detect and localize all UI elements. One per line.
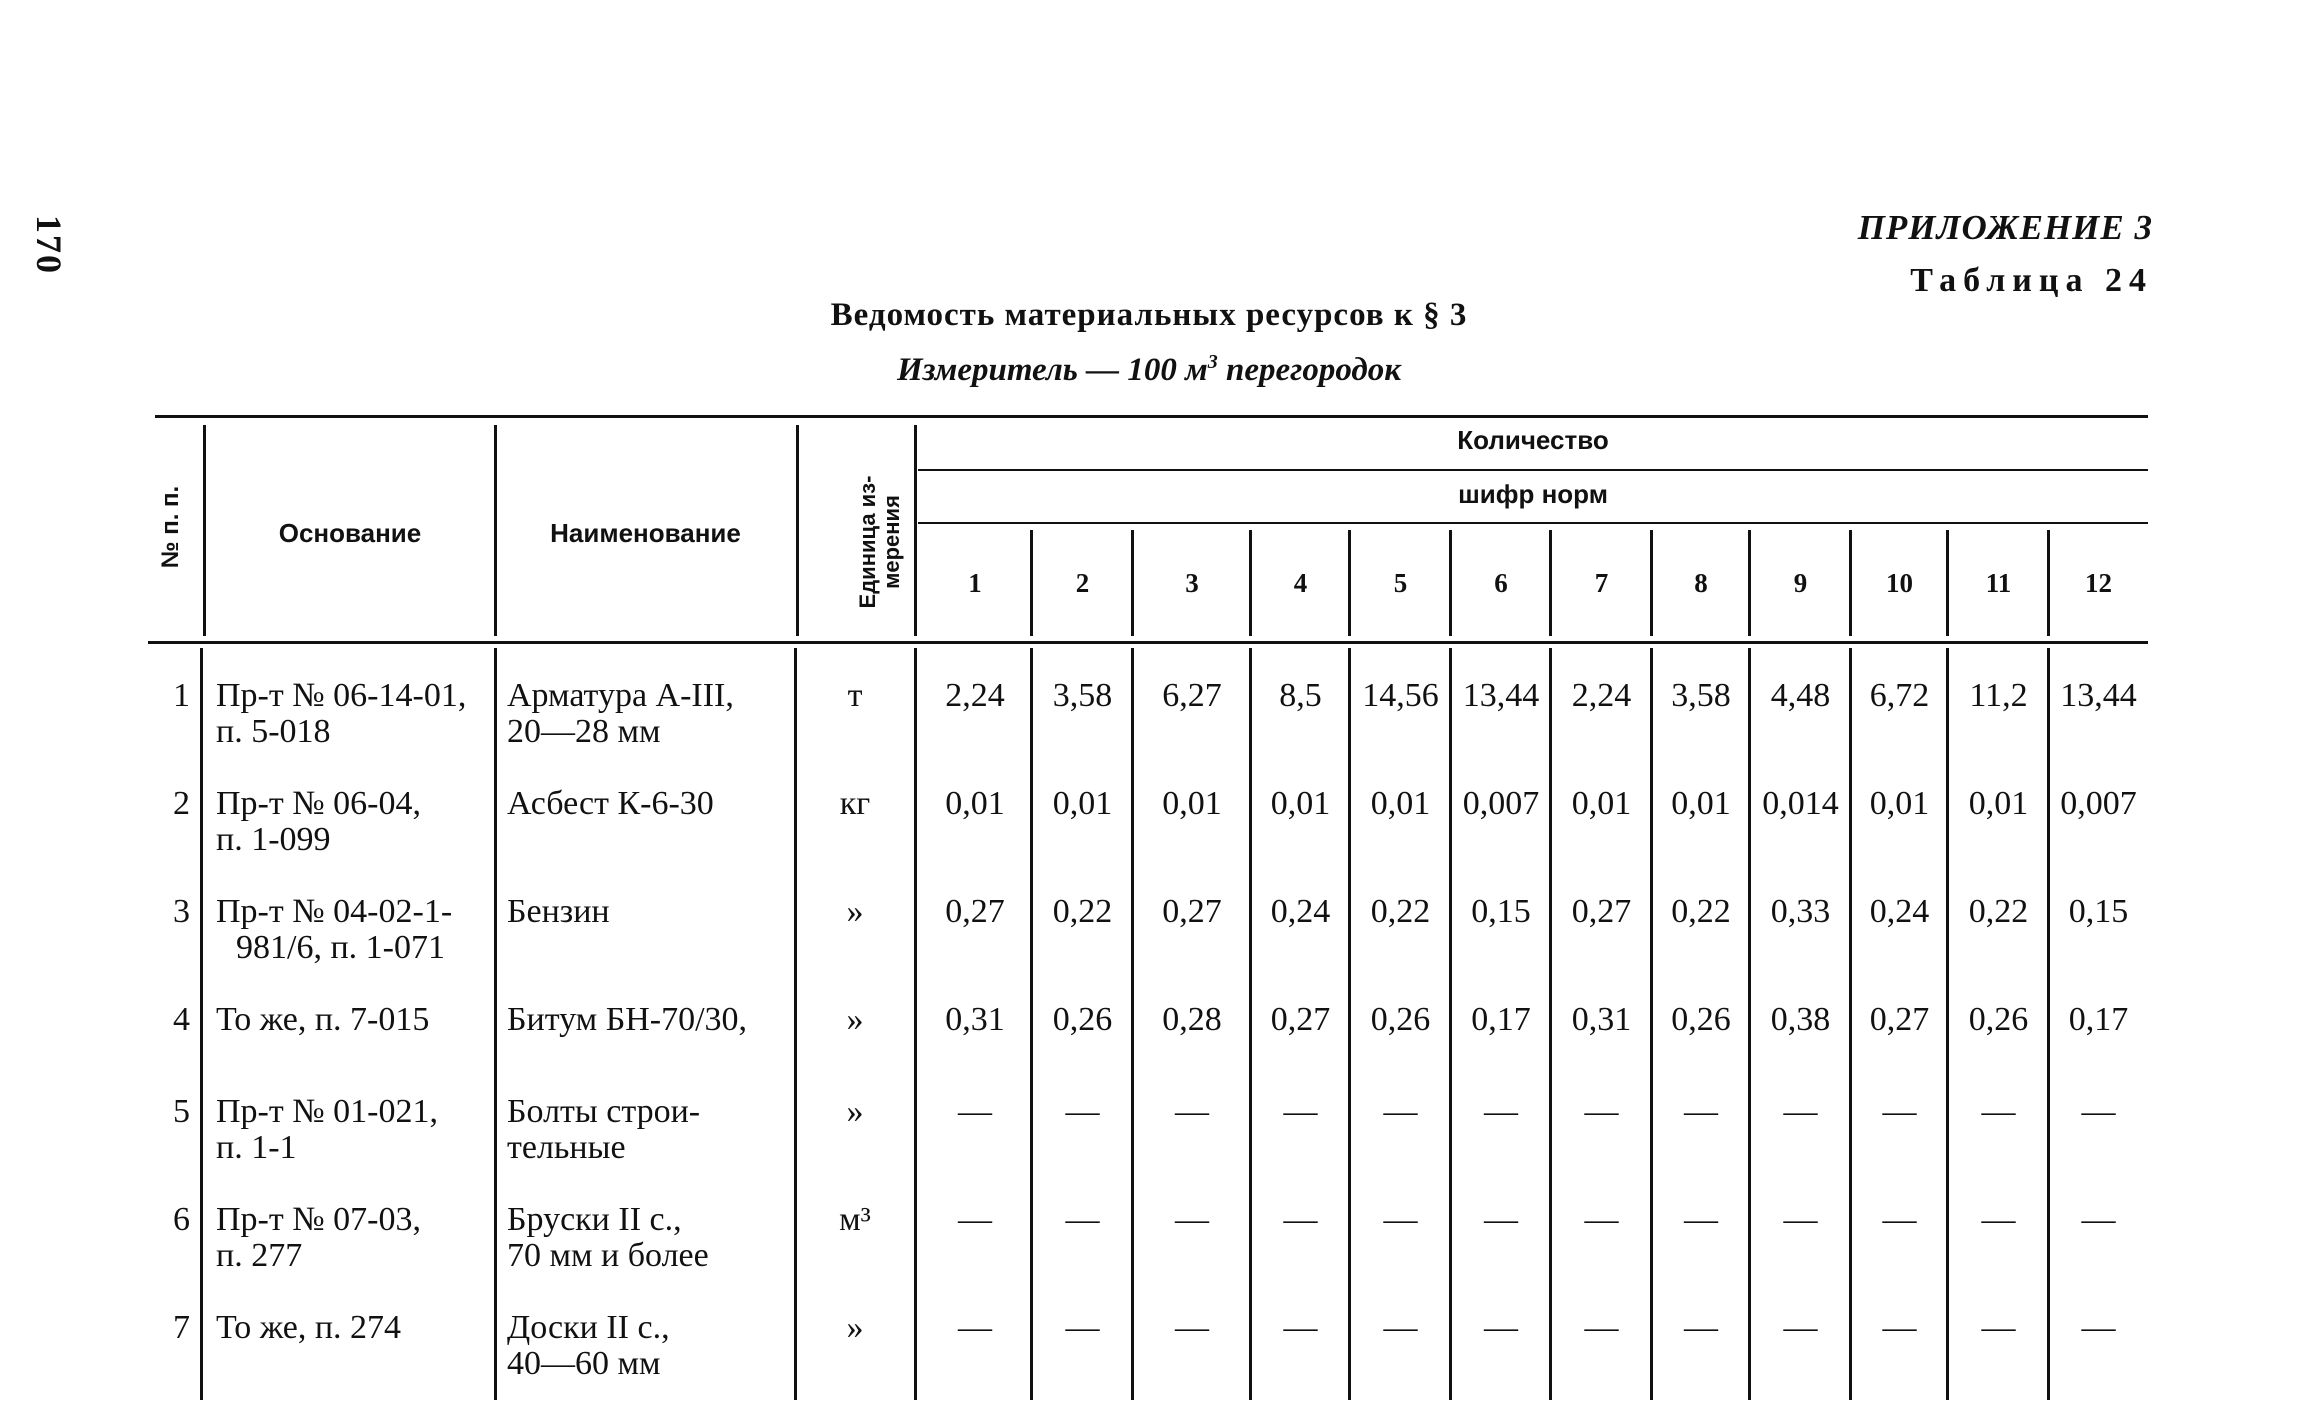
quantity-value: 0,28 bbox=[1162, 1001, 1222, 1038]
name-line-1: Асбест К-6-30 bbox=[507, 785, 714, 822]
quantity-value: 0,24 bbox=[1869, 893, 1930, 930]
quantity-value: 3,58 bbox=[1671, 677, 1731, 714]
basis-line-2: 981/6, п. 1-071 bbox=[236, 929, 445, 966]
basis-line-2: п. 1-1 bbox=[216, 1129, 297, 1166]
quantity-value: — bbox=[1283, 1309, 1318, 1346]
unit: м³ bbox=[839, 1201, 871, 1238]
basis-line-2: п. 1-099 bbox=[216, 821, 331, 858]
quantity-value: 0,01 bbox=[1571, 785, 1632, 822]
name-line-1: Арматура А-III, bbox=[507, 677, 734, 714]
quantity-value: 6,27 bbox=[1162, 677, 1222, 714]
quantity-value: 0,22 bbox=[1052, 893, 1113, 930]
quantity-value: — bbox=[1882, 1309, 1917, 1346]
quantity-value: 0,01 bbox=[1052, 785, 1113, 822]
basis-line-1: Пр-т № 04-02-1- bbox=[216, 893, 453, 930]
quantity-value: 0,26 bbox=[1370, 1001, 1431, 1038]
norm-code-header: шифр норм bbox=[1458, 479, 1608, 509]
quantity-value: 0,38 bbox=[1770, 1001, 1831, 1038]
quantity-value: 0,31 bbox=[1571, 1001, 1632, 1038]
quantity-value: — bbox=[958, 1093, 992, 1130]
header-divider bbox=[914, 425, 917, 636]
quantity-value: 0,22 bbox=[1370, 893, 1431, 930]
quantity-value: 4,48 bbox=[1770, 677, 1831, 714]
quantity-value: — bbox=[1981, 1093, 2016, 1130]
quantity-value: — bbox=[1783, 1201, 1818, 1238]
basis-line-1: Пр-т № 01-021, bbox=[216, 1093, 438, 1130]
column-number: 9 bbox=[1793, 568, 1808, 598]
quantity-value: — bbox=[1882, 1093, 1917, 1130]
column-number: 3 bbox=[1185, 568, 1199, 598]
quantity-value: — bbox=[1484, 1201, 1518, 1238]
quantity-value: — bbox=[2081, 1093, 2116, 1130]
quantity-value: 0,27 bbox=[945, 893, 1005, 930]
quantity-value: — bbox=[1065, 1309, 1100, 1346]
quantity-value: — bbox=[1584, 1201, 1619, 1238]
quantity-value: 13,44 bbox=[1462, 677, 1540, 714]
quantity-value: — bbox=[1981, 1309, 2016, 1346]
column-number: 4 bbox=[1293, 568, 1308, 598]
column-number: 8 bbox=[1694, 568, 1708, 598]
quantity-value: — bbox=[1484, 1093, 1518, 1130]
name-line-1: Битум БН-70/30, bbox=[507, 1001, 748, 1038]
quantity-value: — bbox=[1684, 1093, 1718, 1130]
quantity-value: 0,01 bbox=[1671, 785, 1731, 822]
quantity-value: 0,22 bbox=[1671, 893, 1731, 930]
quantity-value: 0,007 bbox=[2060, 785, 2137, 822]
quantity-value: — bbox=[958, 1201, 992, 1238]
table-label: Таблица 24 bbox=[1910, 262, 2153, 299]
name-line-1: Бруски II с., bbox=[507, 1201, 682, 1238]
table-top-rule bbox=[155, 415, 2148, 418]
quantity-value: 0,15 bbox=[2068, 893, 2129, 930]
basis-line-1: Пр-т № 06-14-01, bbox=[216, 677, 467, 714]
unit: » bbox=[846, 893, 864, 930]
quantity-value: 0,01 bbox=[1162, 785, 1222, 822]
row-number: 2 bbox=[173, 785, 190, 822]
column-number: 7 bbox=[1594, 568, 1609, 598]
body-divider bbox=[914, 648, 917, 1400]
name-line-1: Болты строи- bbox=[507, 1093, 701, 1130]
quantity-value: 0,22 bbox=[1968, 893, 2029, 930]
quantity-value: 0,01 bbox=[1370, 785, 1431, 822]
quantity-value: 14,56 bbox=[1362, 677, 1439, 714]
unit: » bbox=[846, 1093, 864, 1130]
name-line-2: 20—28 мм bbox=[507, 713, 661, 750]
unit: » bbox=[846, 1001, 864, 1038]
quantity-value: — bbox=[1584, 1309, 1619, 1346]
unit: » bbox=[846, 1309, 864, 1346]
quantity-value: — bbox=[1584, 1093, 1619, 1130]
basis-line-1: То же, п. 274 bbox=[216, 1309, 402, 1346]
quantity-value: — bbox=[1882, 1201, 1917, 1238]
column-number: 12 bbox=[2085, 568, 2112, 598]
unit-header: Единица из- мерения bbox=[855, 475, 904, 609]
column-number: 2 bbox=[1075, 568, 1090, 598]
row-number: 5 bbox=[173, 1093, 190, 1130]
quantity-value: — bbox=[1684, 1201, 1718, 1238]
quantity-value: 0,26 bbox=[1052, 1001, 1113, 1038]
appendix-label: ПРИЛОЖЕНИЕ 3 bbox=[1857, 208, 2153, 247]
basis-line-2: п. 277 bbox=[216, 1237, 303, 1274]
quantity-value: 6,72 bbox=[1869, 677, 1930, 714]
column-number: 11 bbox=[1985, 568, 2012, 598]
body-divider bbox=[494, 648, 497, 1400]
row-number: 1 bbox=[173, 677, 190, 714]
quantity-value: 0,27 bbox=[1571, 893, 1632, 930]
quantity-value: 3,58 bbox=[1052, 677, 1113, 714]
basis-line-2: п. 5-018 bbox=[216, 713, 331, 750]
table-subtitle: Измеритель — 100 $м^3$ перегородок bbox=[896, 351, 1401, 388]
quantity-value: — bbox=[1175, 1309, 1209, 1346]
row-number: 3 bbox=[173, 893, 190, 930]
quantity-value: — bbox=[1684, 1309, 1718, 1346]
quantity-value: — bbox=[1484, 1309, 1518, 1346]
quantity-value: 0,26 bbox=[1968, 1001, 2029, 1038]
quantity-value: 0,01 bbox=[945, 785, 1005, 822]
row-number: 6 bbox=[173, 1201, 190, 1238]
quantity-value: 0,27 bbox=[1270, 1001, 1331, 1038]
column-number: 10 bbox=[1886, 568, 1913, 598]
quantity-value: 0,007 bbox=[1462, 785, 1540, 822]
quantity-value: 2,24 bbox=[945, 677, 1005, 714]
name-line-1: Бензин bbox=[507, 893, 610, 930]
basis-line-1: Пр-т № 07-03, bbox=[216, 1201, 421, 1238]
body-divider bbox=[200, 648, 203, 1400]
quantity-value: 11,2 bbox=[1969, 677, 2028, 714]
header-bottom-rule bbox=[148, 641, 2148, 644]
quantity-value: 13,44 bbox=[2060, 677, 2137, 714]
quantity-value: — bbox=[1981, 1201, 2016, 1238]
name-line-2: тельные bbox=[507, 1129, 626, 1166]
quantity-value: 0,014 bbox=[1762, 785, 1839, 822]
quantity-value: 0,24 bbox=[1270, 893, 1331, 930]
quantity-value: — bbox=[958, 1309, 992, 1346]
quantity-value: 0,15 bbox=[1471, 893, 1531, 930]
quantity-value: — bbox=[1783, 1309, 1818, 1346]
quantity-value: — bbox=[1283, 1093, 1318, 1130]
quantity-value: 0,17 bbox=[2068, 1001, 2129, 1038]
quantity-value: — bbox=[2081, 1201, 2116, 1238]
quantity-value: — bbox=[1175, 1201, 1209, 1238]
page-number: 170 bbox=[29, 215, 69, 275]
column-number: 5 bbox=[1393, 568, 1408, 598]
unit: т bbox=[847, 677, 863, 714]
name-line-2: 70 мм и более bbox=[507, 1237, 709, 1274]
table-title: Ведомость материальных ресурсов к § 3 bbox=[830, 297, 1468, 333]
quantity-value: — bbox=[1383, 1201, 1418, 1238]
quantity-value: 0,17 bbox=[1471, 1001, 1531, 1038]
norm-code-rule bbox=[918, 522, 2148, 524]
quantity-value: 8,5 bbox=[1279, 677, 1322, 714]
quantity-value: 0,31 bbox=[945, 1001, 1005, 1038]
quantity-value: — bbox=[1283, 1201, 1318, 1238]
quantity-value: — bbox=[1065, 1201, 1100, 1238]
row-number: 7 bbox=[173, 1309, 190, 1346]
quantity-value: — bbox=[1065, 1093, 1100, 1130]
basis-header: Основание bbox=[278, 518, 422, 548]
column-number: 1 bbox=[968, 568, 982, 598]
quantity-value: 0,33 bbox=[1770, 893, 1831, 930]
quantity-value: 2,24 bbox=[1571, 677, 1632, 714]
column-number: 6 bbox=[1494, 568, 1508, 598]
quantity-value: — bbox=[1783, 1093, 1818, 1130]
quantity-value: 0,01 bbox=[1968, 785, 2029, 822]
quantity-value: 0,27 bbox=[1869, 1001, 1930, 1038]
unit: кг bbox=[839, 785, 871, 822]
quantity-value: — bbox=[1383, 1093, 1418, 1130]
name-header: Наименование bbox=[550, 518, 741, 548]
quantity-value: — bbox=[1175, 1093, 1209, 1130]
quantity-rule bbox=[918, 469, 2148, 471]
quantity-value: 0,01 bbox=[1270, 785, 1331, 822]
quantity-header: Количество bbox=[1457, 425, 1609, 455]
quantity-value: 0,26 bbox=[1671, 1001, 1731, 1038]
name-line-1: Доски II с., bbox=[507, 1309, 670, 1346]
basis-line-1: Пр-т № 06-04, bbox=[216, 785, 421, 822]
quantity-value: — bbox=[1383, 1309, 1418, 1346]
header-divider bbox=[796, 425, 799, 636]
num-header: № п. п. bbox=[157, 485, 185, 569]
quantity-value: — bbox=[2081, 1309, 2116, 1346]
row-number: 4 bbox=[173, 1001, 190, 1038]
basis-line-1: То же, п. 7-015 bbox=[216, 1001, 430, 1038]
quantity-value: 0,01 bbox=[1869, 785, 1930, 822]
name-line-2: 40—60 мм bbox=[507, 1345, 661, 1382]
quantity-value: 0,27 bbox=[1162, 893, 1222, 930]
